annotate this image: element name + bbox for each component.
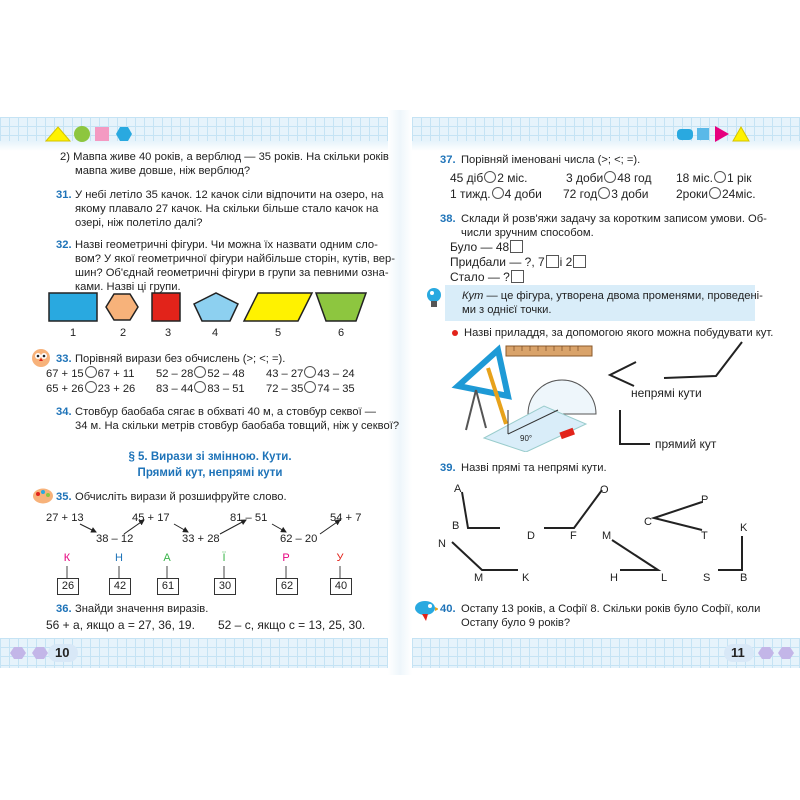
point-label: K xyxy=(740,522,748,534)
chain-top-2: 45 + 17 xyxy=(132,512,170,524)
chain-bottom-1: 38 – 12 xyxy=(96,533,134,545)
compare-circle[interactable] xyxy=(709,187,721,199)
point-label: L xyxy=(661,572,668,584)
task-37-row1-b xyxy=(566,171,651,186)
point-label: O xyxy=(600,484,609,496)
and-label: і 2 xyxy=(559,255,573,269)
compare-circle[interactable] xyxy=(484,171,496,183)
cipher-letter: У xyxy=(336,552,344,564)
quantity: 4 доби xyxy=(504,187,542,201)
cipher-letter: К xyxy=(63,552,71,564)
compare-circle[interactable] xyxy=(85,381,97,393)
definition-term: Кут xyxy=(462,290,484,302)
point-label: N xyxy=(438,538,446,550)
point-label: B xyxy=(740,572,748,584)
task-38-was xyxy=(450,240,524,255)
task-2-text-line2: мавпа живе довше, ніж верблюд? xyxy=(75,165,251,177)
cipher-letter: Р xyxy=(282,552,290,564)
task-32-line1: Назві геометричні фігури. Чи можна їх назвати одним сло- xyxy=(75,239,378,251)
quantity: 72 год xyxy=(563,187,598,201)
left-corner-shapes-icon xyxy=(44,124,134,144)
point-label: M xyxy=(474,572,484,584)
point-label: K xyxy=(522,572,530,584)
task-37-row1-a xyxy=(450,171,528,186)
task-2-text-line1: Мавпа живе 40 років, а верблюд — 35 років. На скільки років xyxy=(73,151,389,163)
task-38-became xyxy=(450,270,525,285)
shape-label-1: 1 xyxy=(70,327,77,339)
expr: 23 + 26 xyxy=(97,383,136,395)
compare-circle[interactable] xyxy=(194,366,206,378)
task-33-text: Порівняй вирази без обчислень (>; <; =). xyxy=(75,353,286,365)
geometric-shapes xyxy=(44,290,374,326)
expr: 52 – 48 xyxy=(207,368,245,380)
compass-icon xyxy=(466,390,486,430)
unit-square xyxy=(546,255,559,268)
task-33-row2 xyxy=(46,381,135,397)
task-32-line3: шин? Об'єднай геометричні фігури в групи за певними озна- xyxy=(75,267,389,279)
quantity: 45 діб xyxy=(450,171,484,185)
point-label: B xyxy=(452,520,460,532)
task-37-row2-a xyxy=(450,187,542,202)
was-label: Було — 48 xyxy=(450,240,510,254)
task-34-number: 34. xyxy=(56,406,72,418)
set-square-icon xyxy=(458,350,508,396)
shape-3-square xyxy=(152,293,180,321)
chain-bottom-2: 33 + 28 xyxy=(182,533,220,545)
expr: 67 + 15 xyxy=(46,368,84,380)
task-31-number: 31. xyxy=(56,189,72,201)
quantity: 2 міс. xyxy=(497,171,528,185)
task-31-line2: якому плавало 27 качок. На скільки більше стало качок на xyxy=(75,203,379,215)
quantity: 2роки xyxy=(676,187,708,201)
task-37-text: Порівняй іменовані числа (>; <; =). xyxy=(461,154,641,166)
cipher-letter: Н xyxy=(115,552,123,564)
compare-circle[interactable] xyxy=(85,366,97,378)
task-37-row2-b xyxy=(563,187,648,202)
task-38-line2: числи зручним способом. xyxy=(461,227,594,239)
task-33-row2-b xyxy=(156,381,245,397)
task-2-number: 2) xyxy=(60,151,70,163)
point-label: A xyxy=(454,483,462,495)
task-33-row1-b xyxy=(156,366,245,382)
answer-box: 26 xyxy=(57,578,79,595)
letter-connectors xyxy=(60,566,360,580)
point-label: C xyxy=(644,516,652,528)
right-angle-label: прямий кут xyxy=(655,437,717,451)
task-40-number: 40. xyxy=(440,603,456,615)
quantity: 24міс. xyxy=(721,187,756,201)
compare-circle[interactable] xyxy=(714,171,726,183)
chain-top-3: 81 – 51 xyxy=(230,512,268,524)
shape-label-5: 5 xyxy=(275,327,282,339)
cipher-letter: Ї xyxy=(222,552,226,564)
chain-top-1: 27 + 13 xyxy=(46,512,84,524)
quantity: 1 рік xyxy=(726,171,752,185)
task-38-number: 38. xyxy=(440,213,456,225)
bought-label: Придбали — ?, 7 xyxy=(450,255,545,269)
expr: 83 – 51 xyxy=(207,383,245,395)
task-38-bought xyxy=(450,255,587,270)
quantity: 18 міс. xyxy=(676,171,713,185)
point-label: T xyxy=(701,530,708,542)
compare-circle[interactable] xyxy=(492,187,504,199)
chain-top-4: 54 + 7 xyxy=(330,512,362,524)
task-36-text: Знайди значення виразів. xyxy=(75,603,209,615)
expr: 52 – 28 xyxy=(156,368,194,380)
task-40-line1: Остапу 13 років, а Софії 8. Скільки років було Софії, коли xyxy=(461,603,761,615)
bullet-icon xyxy=(452,330,458,336)
task-31-line1: У небі летіло 35 качок. 12 качок сіли відпочити на озеро, на xyxy=(75,189,384,201)
cipher-letter: А xyxy=(163,552,171,564)
bird-icon xyxy=(412,598,438,622)
quantity: 3 доби xyxy=(611,187,649,201)
task-31-line3: озері, ніж полетіло далі? xyxy=(75,217,203,229)
section-heading-line2: Прямий кут, непрямі кути xyxy=(137,467,283,479)
shape-6-trapezoid xyxy=(316,293,366,321)
shape-4-pentagon xyxy=(194,293,238,321)
expr: 43 – 24 xyxy=(317,368,355,380)
expr: 72 – 35 xyxy=(266,383,304,395)
expr: 43 – 27 xyxy=(266,368,304,380)
definition-line1 xyxy=(462,289,763,304)
owl-icon xyxy=(30,346,52,368)
gutter xyxy=(388,110,412,675)
task-33-row1 xyxy=(46,366,134,382)
task-33-row2-c xyxy=(266,381,355,397)
became-label: Стало — ? xyxy=(450,270,510,284)
idea-bulb-icon xyxy=(424,285,444,311)
expr: 74 – 35 xyxy=(317,383,355,395)
chain-bottom-3: 62 – 20 xyxy=(280,533,318,545)
unit-square xyxy=(510,240,523,253)
quantity: 1 тижд. xyxy=(450,187,491,201)
ruler-icon xyxy=(506,346,592,356)
right-page-hexagons-icon xyxy=(752,644,798,662)
point-label: F xyxy=(570,530,577,542)
nonright-angles-label: непрямі кути xyxy=(631,386,702,400)
task-34-line1: Стовбур баобаба сягає в обхваті 40 м, а стовбур секвої — xyxy=(75,406,376,418)
left-page-number: 10 xyxy=(55,645,70,660)
task-38-line1: Склади й розв'яжи задачу за коротким записом умови. Об- xyxy=(461,213,767,225)
quantity: 48 год xyxy=(617,171,652,185)
compare-circle[interactable] xyxy=(598,187,610,199)
task-39-number: 39. xyxy=(440,462,456,474)
task-37-number: 37. xyxy=(440,154,456,166)
expr: 65 + 26 xyxy=(46,383,84,395)
point-label: H xyxy=(610,572,618,584)
task-35-text: Обчисліть вирази й розшифруйте слово. xyxy=(75,491,287,503)
point-label: D xyxy=(527,530,535,542)
answer-box: 42 xyxy=(109,578,131,595)
right-page-number: 11 xyxy=(731,645,745,660)
task-32-number: 32. xyxy=(56,239,72,251)
ninety-degree-label: 90° xyxy=(520,434,533,443)
task-36-number: 36. xyxy=(56,603,72,615)
task-35-number: 35. xyxy=(56,491,72,503)
bullet-text: Назві приладдя, за допомогою якого можна побудувати кут. xyxy=(464,327,774,339)
chain-arrows xyxy=(40,506,380,546)
task-37-row1-c xyxy=(676,171,752,186)
shape-2-hexagon xyxy=(106,294,138,320)
task-32-line2: вом? У якої геометричної фігури найбільше сторін, кутів, вер- xyxy=(75,253,395,265)
task-32-line4: ками. Назві ці групи. xyxy=(75,281,181,293)
task-36-expr2: 52 – c, якщо c = 13, 25, 30. xyxy=(218,618,366,632)
answer-box: 30 xyxy=(214,578,236,595)
section-heading-line1: § 5. Вирази зі змінною. Кути. xyxy=(128,451,292,463)
task-33-row1-c xyxy=(266,366,355,382)
compare-circle[interactable] xyxy=(304,381,316,393)
shape-label-3: 3 xyxy=(165,327,172,339)
answer-box: 40 xyxy=(330,578,352,595)
task-39-text: Назві прямі та непрямі кути. xyxy=(461,462,607,474)
compare-circle[interactable] xyxy=(194,381,206,393)
definition-line2: ми з однієї точки. xyxy=(462,304,552,316)
right-corner-shapes-icon xyxy=(675,124,755,144)
compare-circle[interactable] xyxy=(304,366,316,378)
task-33-number: 33. xyxy=(56,353,72,365)
point-label: M xyxy=(602,530,612,542)
point-label: P xyxy=(701,494,709,506)
task-34-line2: 34 м. На скільки метрів стовбур баобаба товщий, ніж у секвої? xyxy=(75,420,400,432)
compare-circle[interactable] xyxy=(604,171,616,183)
shape-label-6: 6 xyxy=(338,327,345,339)
shape-label-2: 2 xyxy=(120,327,127,339)
shape-1-rectangle xyxy=(49,293,97,321)
point-label: S xyxy=(703,572,711,584)
shape-label-4: 4 xyxy=(212,327,219,339)
task-37-row2-c xyxy=(676,187,756,202)
unit-square xyxy=(511,270,524,283)
palette-icon xyxy=(32,487,54,505)
definition-text: — це фігура, утворена двома променями, проведені- xyxy=(483,290,763,302)
task-2 xyxy=(60,150,389,165)
expr: 83 – 44 xyxy=(156,383,194,395)
answer-box: 62 xyxy=(276,578,298,595)
unit-square xyxy=(573,255,586,268)
task-40-line2: Остапу було 9 років? xyxy=(461,617,571,629)
answer-box: 61 xyxy=(157,578,179,595)
expr: 67 + 11 xyxy=(97,368,135,380)
shape-5-parallelogram xyxy=(244,293,312,321)
task-36-expr1: 56 + a, якщо a = 27, 36, 19. xyxy=(46,618,195,632)
quantity: 3 доби xyxy=(566,171,604,185)
